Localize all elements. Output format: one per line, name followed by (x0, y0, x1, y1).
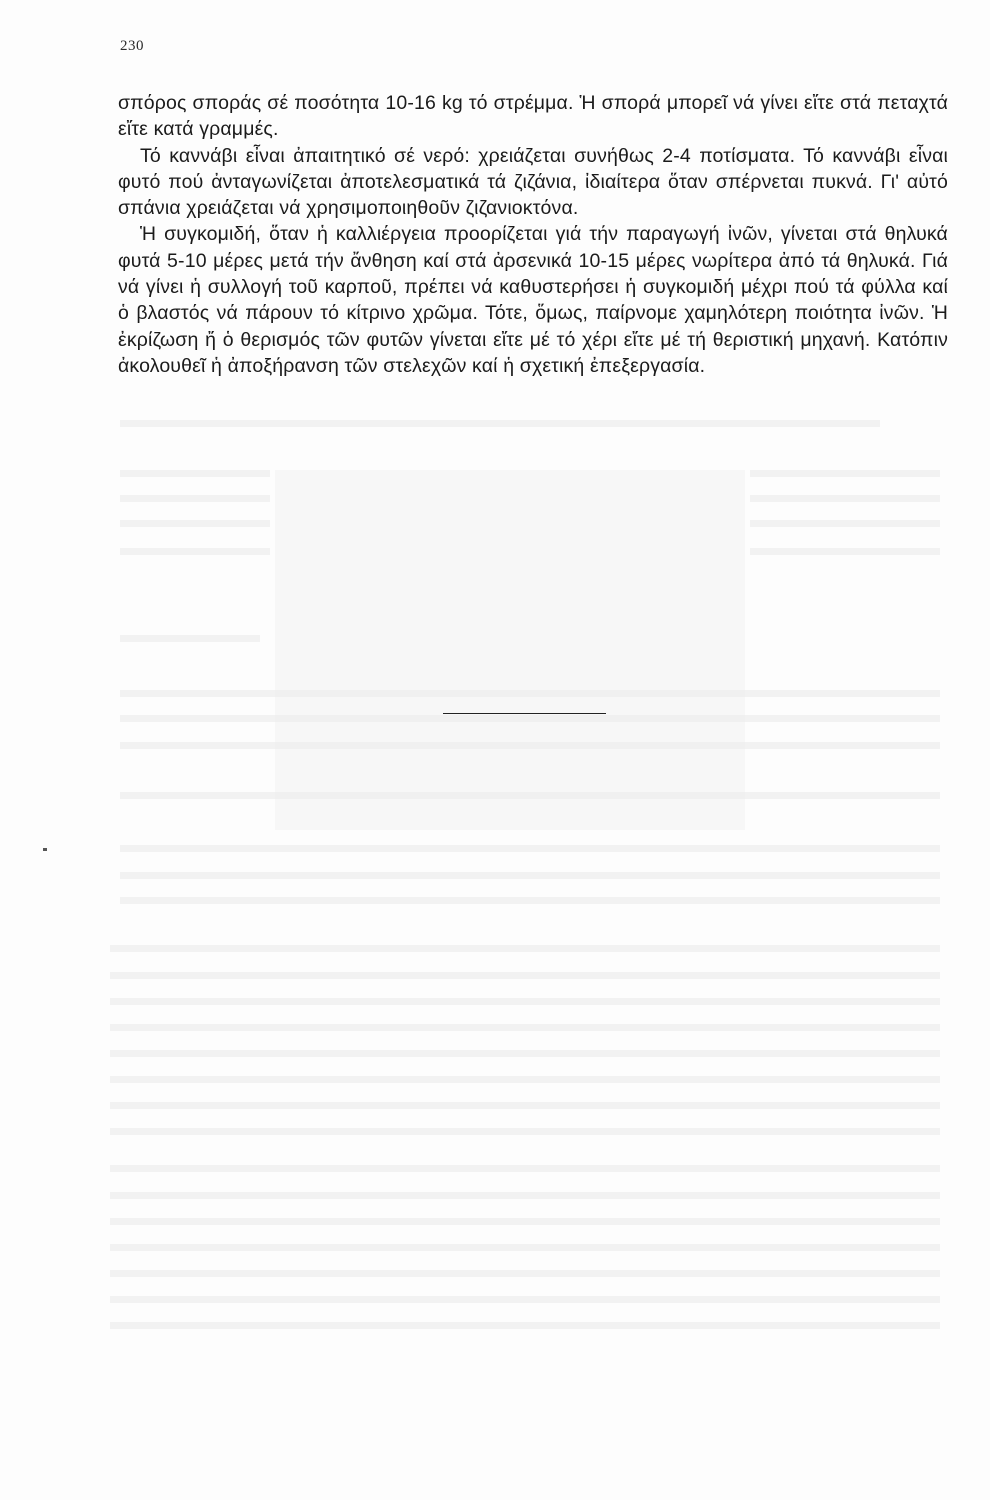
speck-mark (43, 848, 47, 851)
paragraph: σπόρος σποράς σέ ποσότητα 10-16 kg τό στρέμμα. Ἡ σπορά μπορεῖ νά γίνει εἴτε στά πεταχτά εἴτε κατά γραμμές. (118, 92, 948, 141)
paragraph: Ἡ συγκομιδή, ὅταν ἡ καλλιέργεια προορίζεται γιά τήν παραγωγή ἰνῶν, γίνεται στά θηλυκά φυτά 5-10 μέρες μετά τήν ἄνθηση καί στά ἀρσενικά 10-15 μέρες νωρίτερα ἀπό τά θηλυκά. Γιά νά γίνει ἡ συλλογή τοῦ καρποῦ, πρέπει νά καθυστερήσει ἡ συγκομιδή μέχρι πού τά φύλλα καί ὁ βλαστός νά πάρουν τό κίτρινο χρῶμα. Τότε, ὅμως, παίρνομε χαμηλότερη ποιότητα ἰνῶν. Ἡ ἐκρίζωση ἤ ὁ θερισμός τῶν φυτῶν γίνεται εἴτε μέ τό χέρι εἴτε μέ τή θεριστική μηχανή. Κατόπιν ἀκολουθεῖ ἡ ἀποξήρανση τῶν στελεχῶν καί ἡ σχετική ἐπεξεργασία. (118, 223, 948, 377)
paragraph: Τό καννάβι εἶναι ἀπαιτητικό σέ νερό: χρειάζεται συνήθως 2-4 ποτίσματα. Τό καννάβι εἶναι φυτό πού ἀνταγωνίζεται ἀποτελεσματικά τά ζιζάνια, ἰδιαίτερα ὅταν σπέρνεται πυκνά. Γι' αὐτό σπάνια χρειάζεται νά χρησιμοποιηθοῦν ζιζανιοκτόνα. (118, 144, 948, 220)
page-number: 230 (120, 38, 144, 54)
horizontal-rule (443, 713, 606, 714)
body-text (118, 90, 948, 379)
